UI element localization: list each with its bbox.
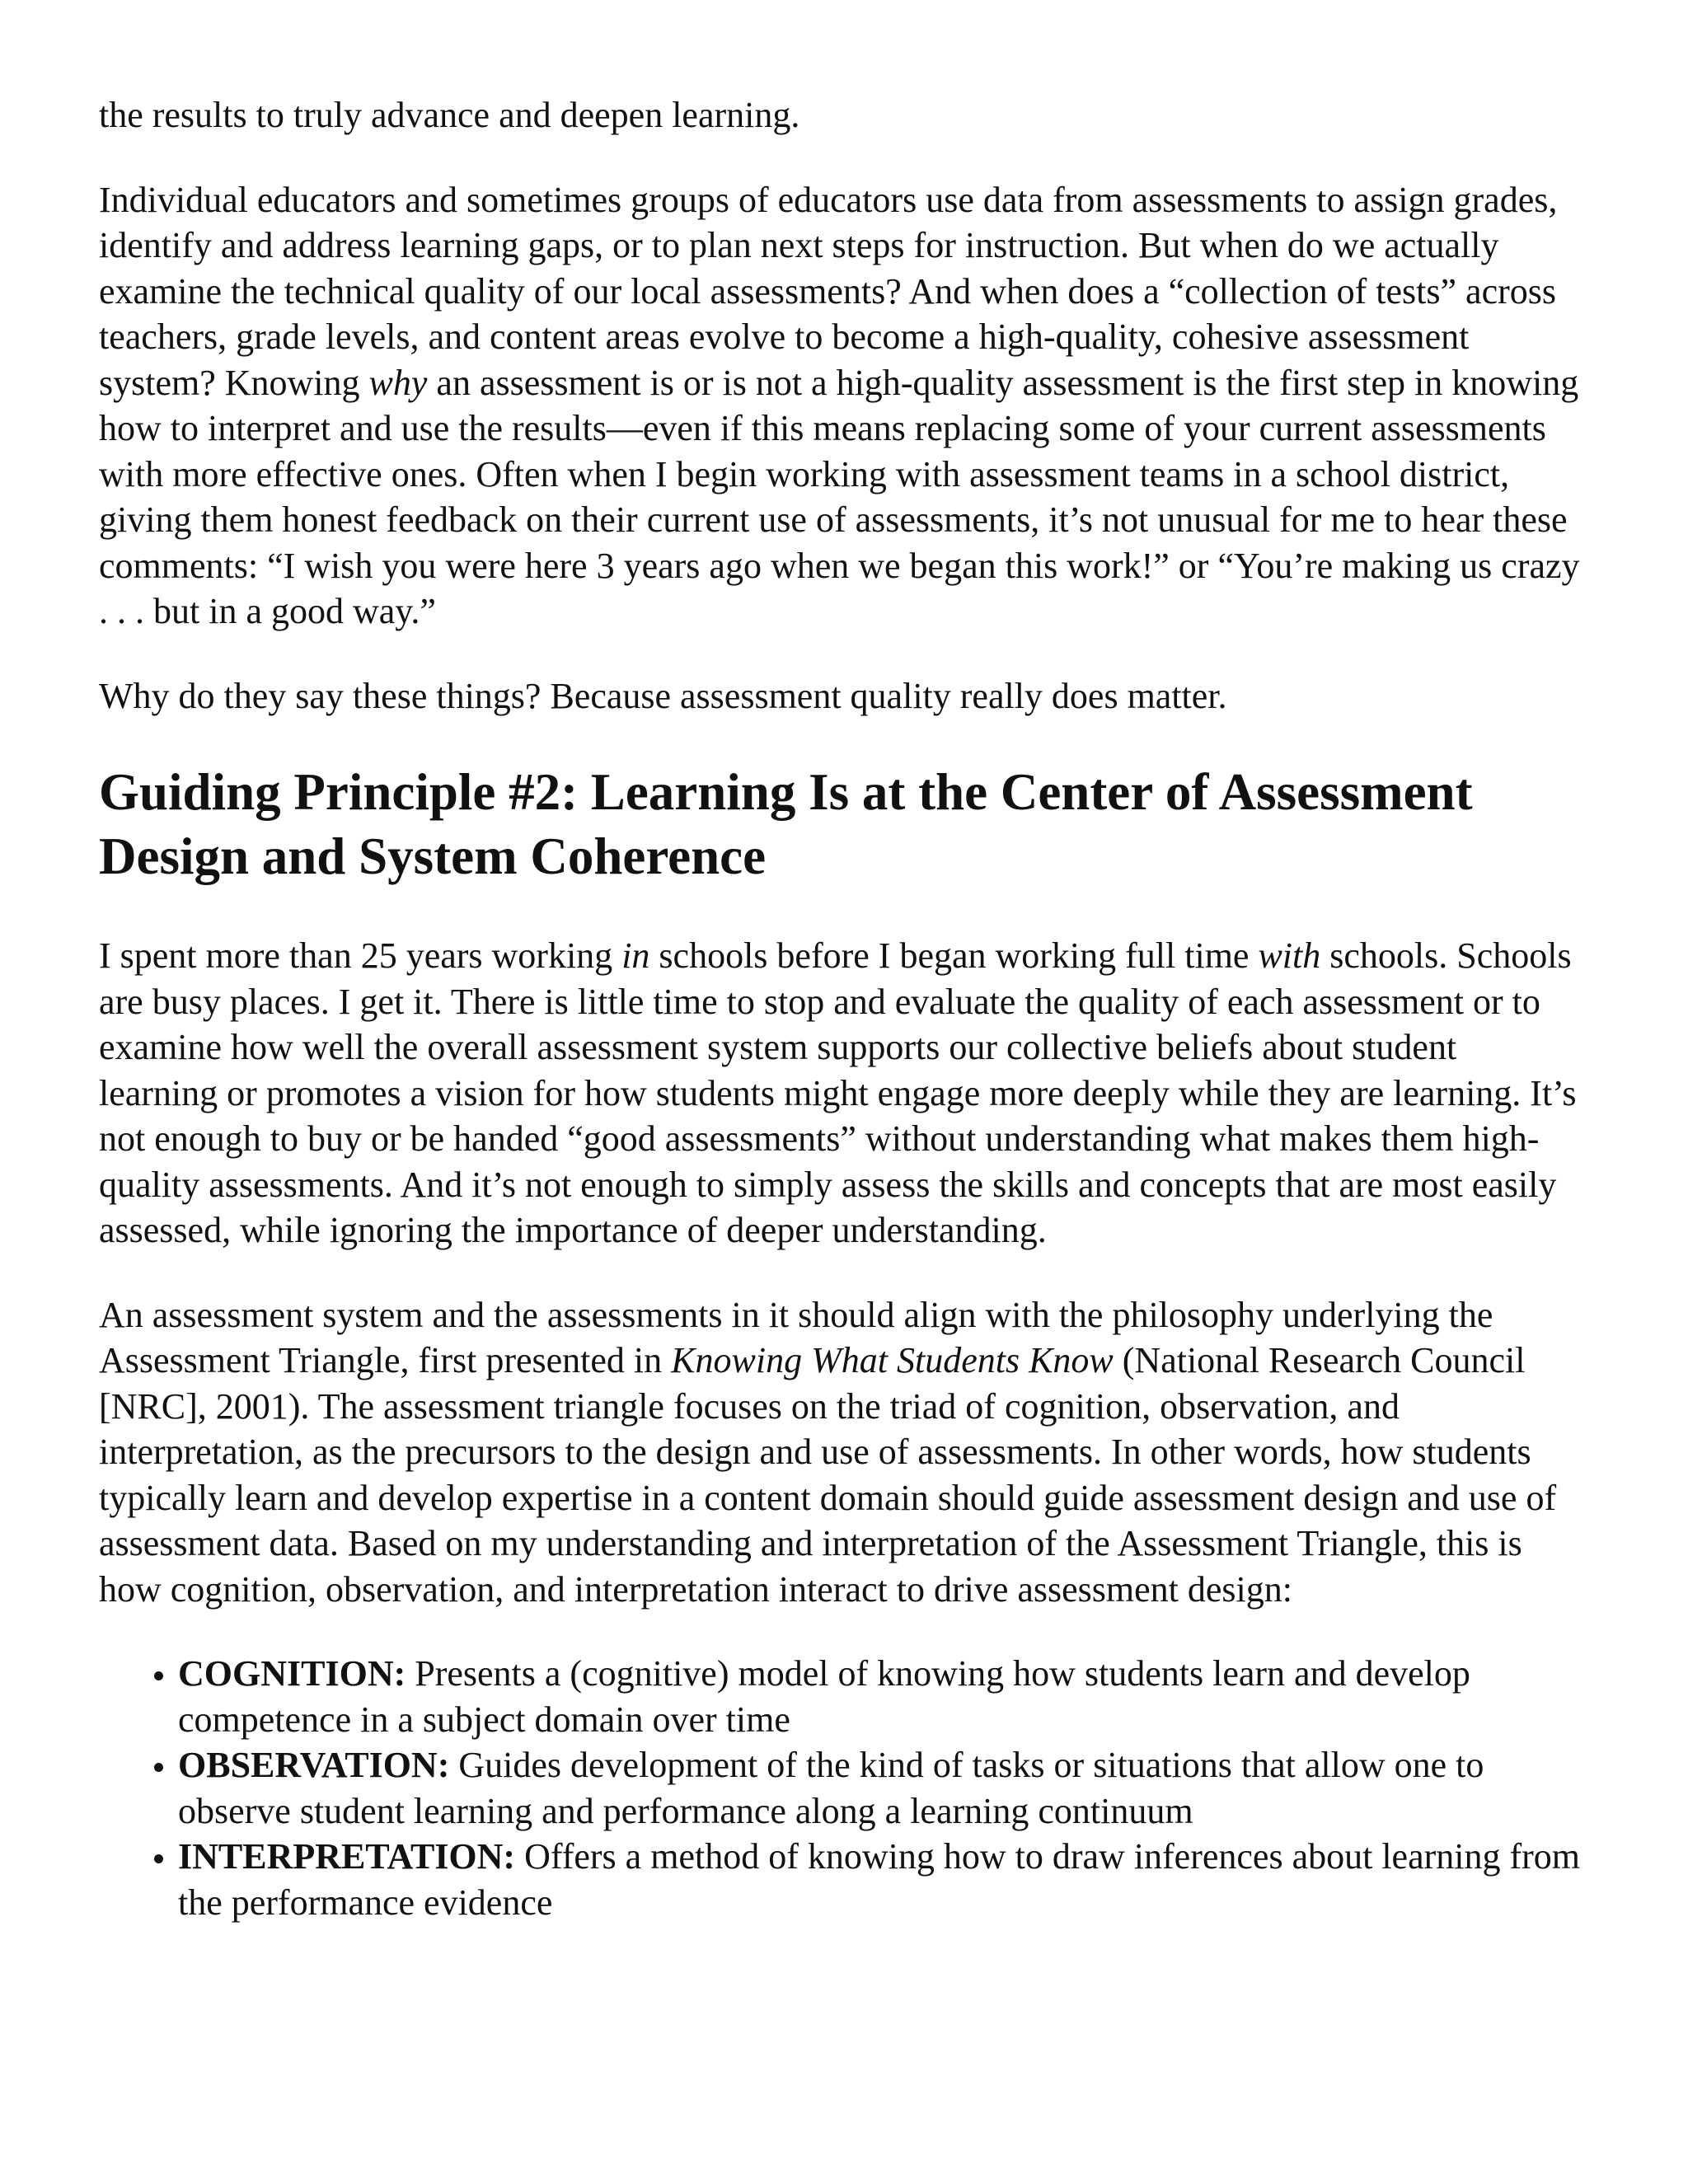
list-item-cognition — [178, 1651, 1582, 1742]
list-item-observation — [178, 1742, 1582, 1834]
book-title: Knowing What Students Know — [671, 1340, 1114, 1380]
emphasis-why: why — [368, 362, 428, 403]
assessment-triangle-list — [99, 1651, 1582, 1925]
paragraph-assessment-system — [99, 1292, 1582, 1613]
emphasis-in: in — [621, 935, 650, 976]
list-text: Guides development of the kind of tasks or situations that allow one to observe student learning and performance along a learning continuum — [178, 1745, 1484, 1831]
paragraph-why-say: Why do they say these things? Because assessment quality really does matter. — [99, 675, 1227, 716]
paragraph-individual-educators — [99, 177, 1582, 635]
text-run: I spent more than 25 years working — [99, 935, 622, 976]
list-term: OBSERVATION: — [178, 1745, 450, 1785]
section-heading: Guiding Principle #2: Learning Is at the Center of Assessment Design and System Coherence — [99, 763, 1473, 885]
list-item-interpretation — [178, 1834, 1582, 1925]
text-run: schools before I began working full time — [649, 935, 1259, 976]
document-page — [99, 92, 1582, 1925]
text-run: (National Research Council [NRC], 2001). The assessment triangle focuses on the triad of cognition, observation, and interpretation, as the precursors to the design and use of assessments. In other words, how students typically learn and develop expertise in a content domain should guide assessment design and use of assessment data. Based on my understanding and interpretation of the Assessment Triangle, this is how cognition, observation, and interpretation interact to drive assessment design: — [99, 1340, 1557, 1610]
list-term: COGNITION: — [178, 1653, 406, 1694]
list-term: INTERPRETATION: — [178, 1836, 516, 1877]
emphasis-with: with — [1258, 935, 1321, 976]
paragraph-results: the results to truly advance and deepen learning. — [99, 95, 800, 135]
text-run: Individual educators and sometimes groups of educators use data from assessments to assign grades, identify and address learning gaps, or to plan next steps for instruction. But when do we actually examine the technical quality of our local assessments? And when does a “collection of tests” across teachers, grade levels, and content areas evolve to become a high-quality, cohesive assessment system? Knowing — [99, 179, 1558, 403]
text-run: schools. Schools are busy places. I get it. There is little time to stop and evaluate the quality of each assessment or to examine how well the overall assessment system supports our collective beliefs about student learning or promotes a vision for how students might engage more deeply while they are learning. It’s not enough to buy or be handed “good assessments” without understanding what makes them high-quality assessments. And it’s not enough to simply assess the skills and concepts that are most easily assessed, while ignoring the importance of deeper understanding. — [99, 935, 1577, 1250]
list-text: Offers a method of knowing how to draw inferences about learning from the performance evidence — [178, 1836, 1581, 1923]
text-run: an assessment is or is not a high-quality assessment is the first step in knowing how to interpret and use the results—even if this means replacing some of your current assessments with more effective ones. Often when I begin working with assessment teams in a school district, giving them honest feedback on their current use of assessments, it’s not unusual for me to hear these comments: “I wish you were here 3 years ago when we began this work!” or “You’re making us crazy . . . but in a good way.” — [99, 362, 1580, 631]
text-run: An assessment system and the assessments in it should align with the philosophy underlying the Assessment Triangle, first presented in — [99, 1294, 1493, 1380]
paragraph-25-years — [99, 933, 1582, 1254]
list-text: Presents a (cognitive) model of knowing how students learn and develop competence in a subject domain over time — [178, 1653, 1470, 1740]
